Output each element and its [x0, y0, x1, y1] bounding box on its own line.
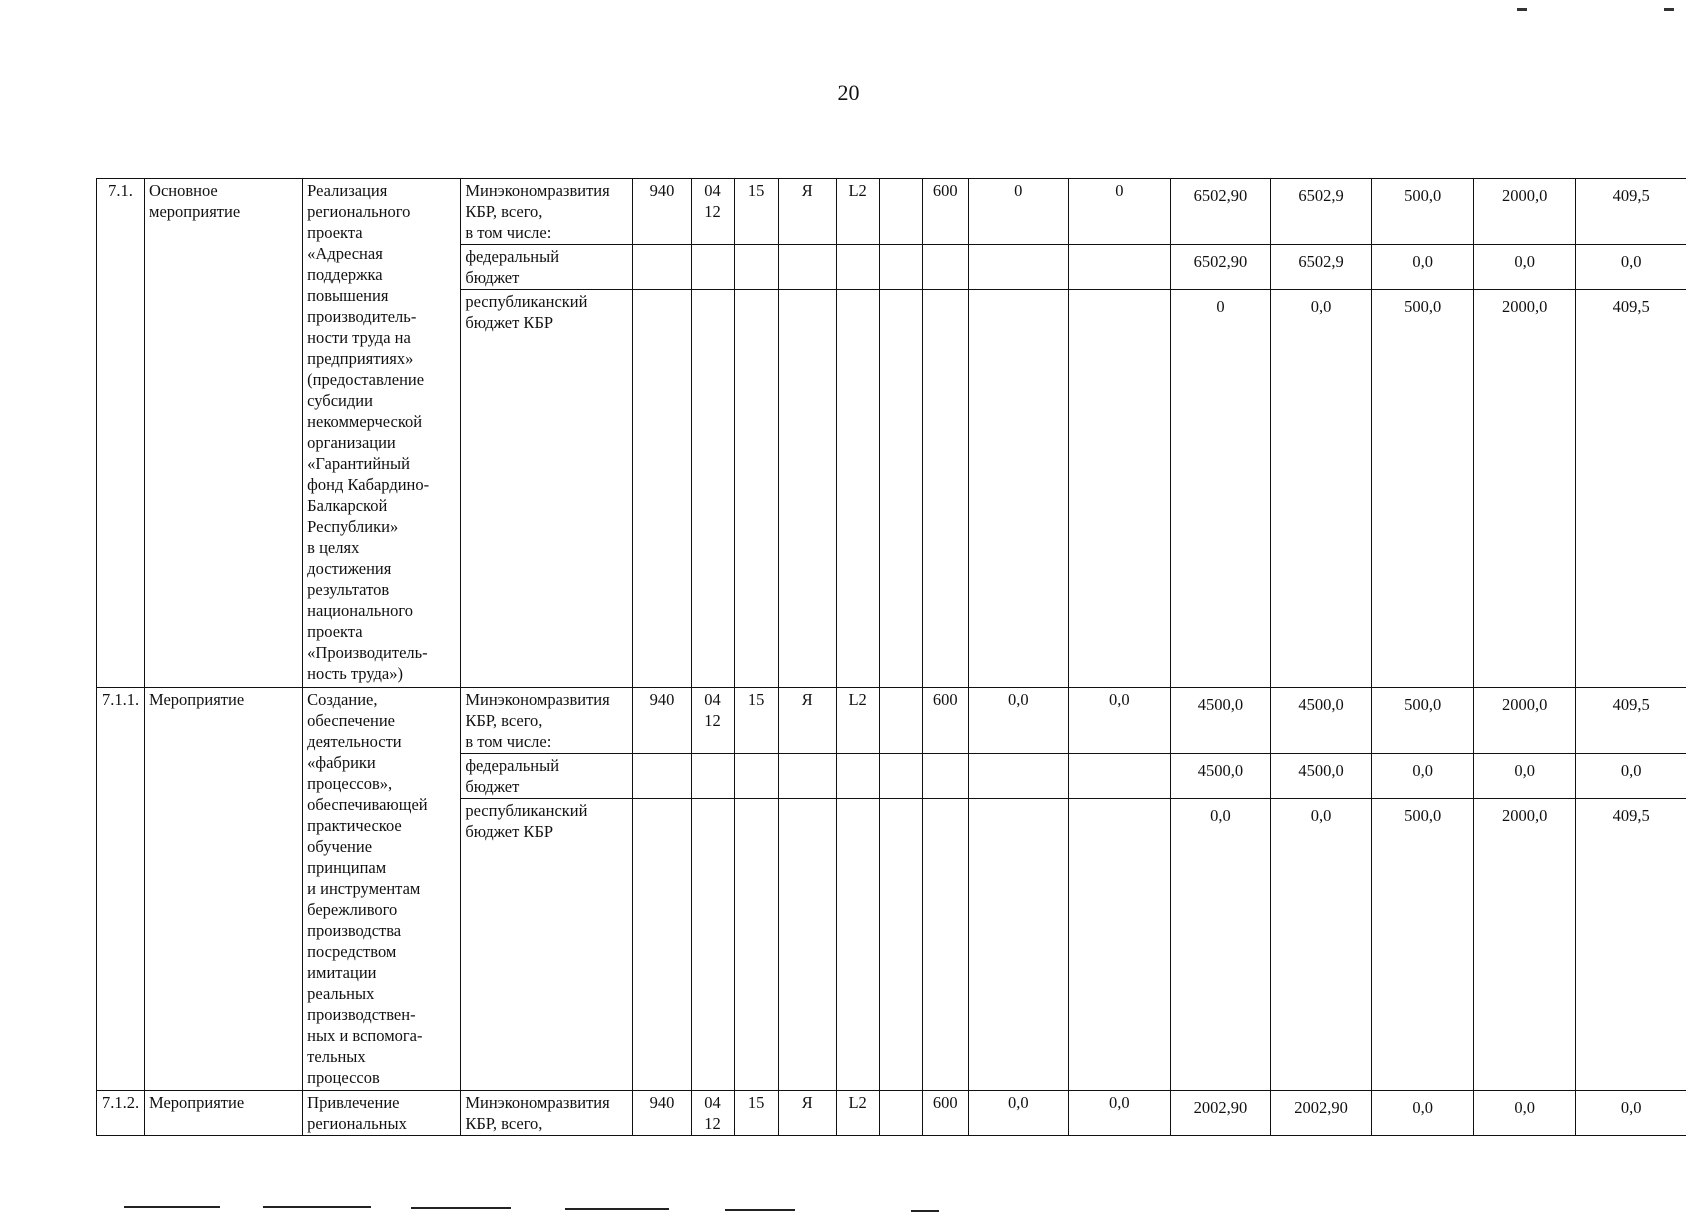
value-cell: 0,0: [1474, 245, 1576, 290]
value-cell: 0,0: [1372, 1091, 1474, 1136]
value-cell: 0: [1170, 290, 1270, 688]
value-cell: 0,0: [1068, 1091, 1170, 1136]
value-cell: 0,0: [1576, 245, 1686, 290]
value-cell: 500,0: [1372, 179, 1474, 245]
row-id: 7.1.: [97, 179, 145, 688]
cs-code-4: [879, 290, 922, 688]
value-cell: 6502,90: [1170, 245, 1270, 290]
rz-code: [691, 754, 734, 799]
value-cell: 4500,0: [1271, 688, 1372, 754]
cs-code-1: [734, 799, 778, 1091]
grbs-code: 940: [633, 179, 691, 245]
value-cell: 4500,0: [1170, 754, 1270, 799]
cs-code-3: L2: [836, 179, 879, 245]
vr-code: [922, 290, 968, 688]
vr-code: 600: [922, 1091, 968, 1136]
cs-code-3: [836, 799, 879, 1091]
cs-code-2: [778, 754, 836, 799]
cs-code-1: 15: [734, 179, 778, 245]
cs-code-3: [836, 754, 879, 799]
value-cell: [968, 754, 1068, 799]
value-cell: 6502,9: [1271, 179, 1372, 245]
value-cell: 409,5: [1576, 290, 1686, 688]
cs-code-4: [879, 754, 922, 799]
footer-line: [725, 1209, 795, 1211]
rz-code: 04 12: [691, 688, 734, 754]
cs-code-3: L2: [836, 1091, 879, 1136]
row-type: Мероприятие: [145, 688, 303, 1091]
value-cell: 4500,0: [1170, 688, 1270, 754]
value-cell: 0,0: [1474, 754, 1576, 799]
value-cell: 0,0: [1271, 799, 1372, 1091]
value-cell: 500,0: [1372, 799, 1474, 1091]
table-row: [97, 688, 1687, 754]
value-cell: 0: [968, 179, 1068, 245]
table-row: [97, 179, 1687, 245]
value-cell: 2000,0: [1474, 290, 1576, 688]
cs-code-4: [879, 799, 922, 1091]
funding-source: Минэкономразвития КБР, всего,: [461, 1091, 633, 1136]
value-cell: 0,0: [968, 688, 1068, 754]
vr-code: 600: [922, 688, 968, 754]
funding-source: Минэкономразвития КБР, всего, в том числе:: [461, 688, 633, 754]
vr-code: [922, 799, 968, 1091]
value-cell: [968, 245, 1068, 290]
value-cell: 0,0: [1474, 1091, 1576, 1136]
footer-line: [124, 1206, 220, 1208]
grbs-code: [633, 290, 691, 688]
cs-code-1: [734, 290, 778, 688]
cs-code-1: [734, 245, 778, 290]
cs-code-2: [778, 290, 836, 688]
value-cell: [1068, 290, 1170, 688]
value-cell: 0,0: [1576, 754, 1686, 799]
grbs-code: [633, 754, 691, 799]
value-cell: 0,0: [968, 1091, 1068, 1136]
value-cell: [1068, 754, 1170, 799]
value-cell: 4500,0: [1271, 754, 1372, 799]
value-cell: [1068, 799, 1170, 1091]
cs-code-3: [836, 290, 879, 688]
value-cell: 6502,90: [1170, 179, 1270, 245]
row-id: 7.1.2.: [97, 1091, 145, 1136]
value-cell: 0: [1068, 179, 1170, 245]
vr-code: 600: [922, 179, 968, 245]
value-cell: 0,0: [1170, 799, 1270, 1091]
funding-source: федеральный бюджет: [461, 245, 633, 290]
funding-source: республиканский бюджет КБР: [461, 290, 633, 688]
value-cell: 2000,0: [1474, 799, 1576, 1091]
value-cell: 6502,9: [1271, 245, 1372, 290]
rz-code: 04 12: [691, 179, 734, 245]
cs-code-4: [879, 179, 922, 245]
row-title: Реализация регионального проекта «Адресная поддержка повышения производитель- ности труда на предприятиях» (предоставление субсидии некоммерческой организации «Гарантийный фонд Кабардино- Балкарской Республики» в целях достижения результатов национального проекта «Производитель- ность труда»): [303, 179, 461, 688]
cs-code-2: [778, 245, 836, 290]
funding-source: федеральный бюджет: [461, 754, 633, 799]
value-cell: 2002,90: [1170, 1091, 1270, 1136]
cs-code-4: [879, 1091, 922, 1136]
value-cell: [968, 799, 1068, 1091]
value-cell: 409,5: [1576, 799, 1686, 1091]
value-cell: 409,5: [1576, 688, 1686, 754]
value-cell: 500,0: [1372, 290, 1474, 688]
footer-line: [263, 1206, 371, 1208]
cs-code-1: 15: [734, 1091, 778, 1136]
cs-code-4: [879, 245, 922, 290]
vr-code: [922, 245, 968, 290]
cs-code-2: Я: [778, 688, 836, 754]
rz-code: [691, 799, 734, 1091]
value-cell: 0,0: [1372, 245, 1474, 290]
value-cell: [968, 290, 1068, 688]
value-cell: 0,0: [1271, 290, 1372, 688]
vr-code: [922, 754, 968, 799]
page-number: 20: [837, 80, 860, 105]
cs-code-3: L2: [836, 688, 879, 754]
scan-mark: [1664, 8, 1674, 11]
grbs-code: 940: [633, 1091, 691, 1136]
funding-source: республиканский бюджет КБР: [461, 799, 633, 1091]
cs-code-2: Я: [778, 179, 836, 245]
value-cell: 2000,0: [1474, 179, 1576, 245]
cs-code-1: 15: [734, 688, 778, 754]
footer-line: [411, 1207, 511, 1209]
cs-code-3: [836, 245, 879, 290]
cs-code-1: [734, 754, 778, 799]
grbs-code: [633, 245, 691, 290]
row-id: 7.1.1.: [97, 688, 145, 1091]
value-cell: 2000,0: [1474, 688, 1576, 754]
value-cell: 0,0: [1068, 688, 1170, 754]
funding-source: Минэкономразвития КБР, всего, в том числе:: [461, 179, 633, 245]
row-title: Создание, обеспечение деятельности «фабрики процессов», обеспечивающей практическое обучение принципам и инструментам бережливого производства посредством имитации реальных производствен- ных и вспомога- тельных процессов: [303, 688, 461, 1091]
rz-code: 04 12: [691, 1091, 734, 1136]
value-cell: 409,5: [1576, 179, 1686, 245]
cs-code-2: Я: [778, 1091, 836, 1136]
row-title: Привлечение региональных: [303, 1091, 461, 1136]
value-cell: [1068, 245, 1170, 290]
rz-code: [691, 290, 734, 688]
rz-code: [691, 245, 734, 290]
grbs-code: [633, 799, 691, 1091]
footer-line: [565, 1208, 669, 1210]
table-row: [97, 1091, 1687, 1136]
budget-table: [96, 178, 1686, 1136]
value-cell: 0,0: [1372, 754, 1474, 799]
grbs-code: 940: [633, 688, 691, 754]
cs-code-4: [879, 688, 922, 754]
row-type: Мероприятие: [145, 1091, 303, 1136]
value-cell: 0,0: [1576, 1091, 1686, 1136]
value-cell: 500,0: [1372, 688, 1474, 754]
value-cell: 2002,90: [1271, 1091, 1372, 1136]
scan-mark: [1517, 8, 1527, 11]
cs-code-2: [778, 799, 836, 1091]
row-type: Основное мероприятие: [145, 179, 303, 688]
